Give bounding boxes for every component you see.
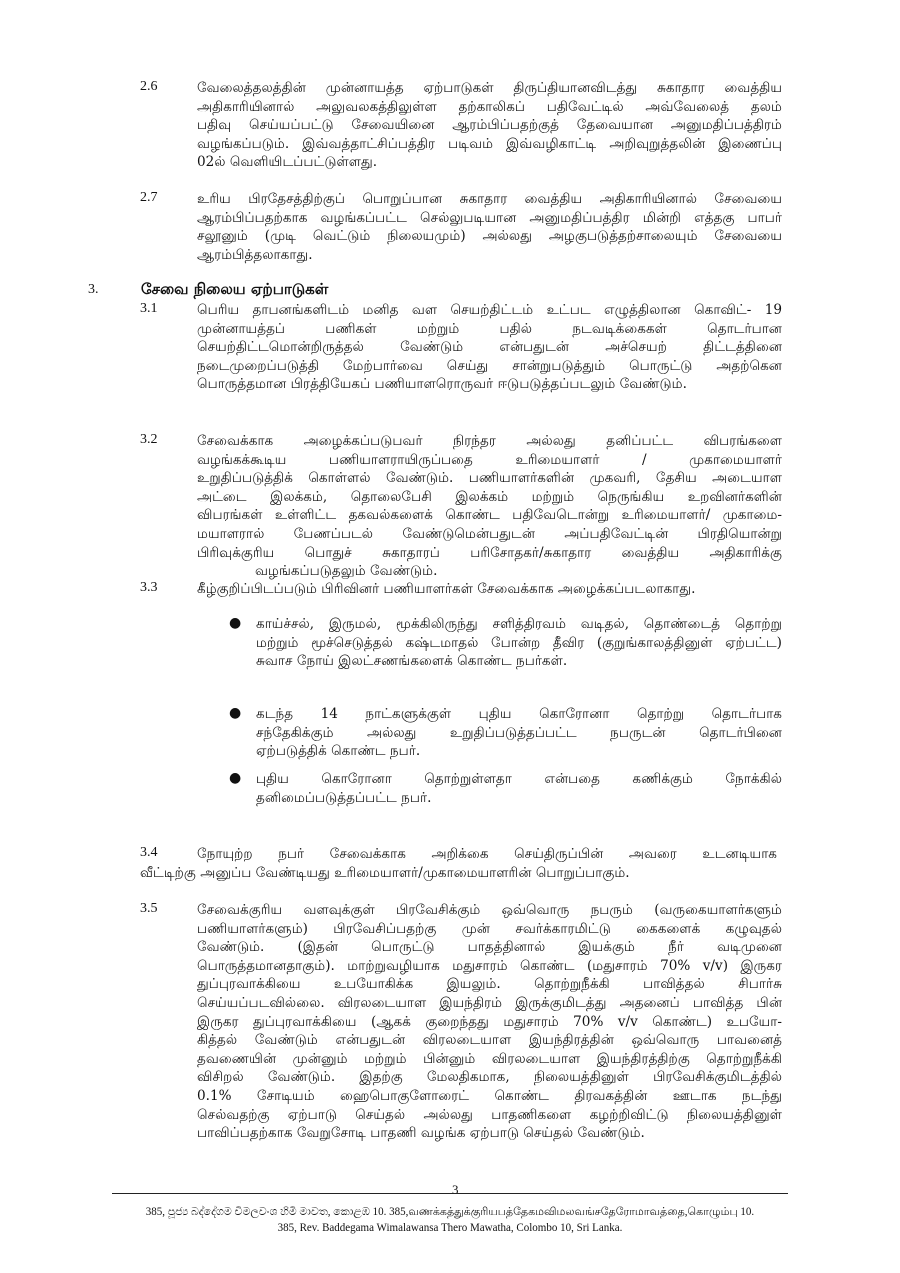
section-number-2-7: 2.7 bbox=[140, 190, 158, 205]
section-heading: சேவை நிலைய ஏற்பாடுகள் bbox=[141, 280, 329, 298]
text-line: தனிமைப்படுத்தப்பட்ட நபர். bbox=[256, 789, 432, 806]
text-line: சலூனும் (முடி வெட்டும் நிலையமும்) அல்லது அழகுபடுத்தற்சாலையும் சேவையை bbox=[197, 228, 782, 245]
text-line: பொருத்தமானதாகும்). மாற்றுவழியாக மதுசாரம் கொண்ட (மதுசாரம் 70% v/v) இருகர bbox=[197, 957, 782, 974]
text-line: விசிறல் வேண்டும். இதற்கு மேலதிகமாக, நிலையத்தினுள் பிரவேசிக்குமிடத்தில் bbox=[197, 1069, 782, 1086]
footer-divider bbox=[112, 1193, 788, 1194]
text-line: உறுதிப்படுத்திக் கொள்ளல் வேண்டும். பணியாளர்களின் முகவரி, தேசிய அடையாள bbox=[197, 470, 782, 487]
text-line: உரிய பிரதேசத்திற்குப் பொறுப்பான சுகாதார வைத்திய அதிகாரியினால் சேவையை bbox=[197, 191, 782, 207]
paragraph-3-4-line1 bbox=[197, 845, 777, 864]
text-line: இருகர துப்புரவாக்கியை (ஆகக் குறைந்தது மதுசாரம் 70% v/v கொண்ட) உபயோ- bbox=[197, 1013, 782, 1030]
section-number-3-1: 3.1 bbox=[140, 301, 158, 316]
text-line: அதிகாரியினால் அலுவலகத்திலுள்ள தற்காலிகப் பதிவேட்டில் அவ்வேலைத் தலம் bbox=[197, 98, 782, 115]
text-line: சுவாச நோய் இலட்சணங்களைக் கொண்ட நபர்கள். bbox=[256, 653, 568, 670]
section-number-3-2: 3.2 bbox=[140, 432, 158, 447]
text-line: கடந்த 14 நாட்களுக்குள் புதிய கொரோனா தொற்று தொடர்பாக bbox=[256, 706, 782, 722]
text-line: 0.1% சோடியம் ஹைபொகுளோரைட் கொண்ட திரவகத்தின் ஊடாக நடந்து bbox=[197, 1087, 782, 1104]
paragraph-3-3-intro bbox=[197, 580, 782, 599]
bullet-item-3 bbox=[256, 770, 782, 807]
text-line: கீழ்குறிப்பிடப்படும் பிரிவினர் பணியாளர்கள் சேவைக்காக அழைக்கப்படலாகாது. bbox=[197, 581, 696, 597]
text-line: ஆரம்பிப்பதற்காக வழங்கப்பட்ட செல்லுபடியான அனுமதிப்பத்திர மின்றி எத்தகு பாபர் bbox=[197, 209, 782, 226]
text-line: பெரிய தாபனங்களிடம் மனித வள செயற்திட்டம் உட்பட எழுத்திலான கொவிட்- 19 bbox=[197, 302, 782, 318]
paragraph-3-4-line2 bbox=[140, 864, 780, 883]
text-line: நடைமுறைப்படுத்தி மேற்பார்வை செய்து சான்றுபடுத்தும் பொருட்டு அதற்கென bbox=[197, 357, 782, 374]
section-number-3-5: 3.5 bbox=[140, 901, 158, 916]
text-line: மற்றும் மூச்செடுத்தல் கஷ்டமாதல் போன்ற தீவிர (குறுங்காலத்தினுள் ஏற்பட்ட) bbox=[256, 634, 782, 651]
section-number-3-4: 3.4 bbox=[140, 845, 158, 860]
section-number-3: 3. bbox=[88, 282, 99, 297]
text-line: ஏற்படுத்திக் கொண்ட நபர். bbox=[256, 743, 421, 760]
text-line: அட்டை இலக்கம், தொலைபேசி இலக்கம் மற்றும் நெருங்கிய உறவினர்களின் bbox=[197, 488, 782, 505]
footer-address-line-1: 385, පූජ්‍ය බද්දේගම විමලවංශ හිමි මාවත, කොළඹ 10. 385,வணக்கத்துக்குரியபத்தேகமவிமலவங்சதேரோமாவத்தை,கொழும்பு 10. bbox=[145, 1206, 755, 1218]
bullet-icon: ● bbox=[229, 705, 242, 721]
text-line: பிரிவுக்குரிய பொதுச் சுகாதாரப் பரிசோதகர்/சுகாதார வைத்திய அதிகாரிக்கு bbox=[197, 544, 782, 561]
text-line: பதிவு செய்யப்பட்டு சேவையினை ஆரம்பிப்பதற்குத் தேவையான அனுமதிப்பத்திரம் bbox=[197, 117, 782, 134]
section-number-3-3: 3.3 bbox=[140, 580, 158, 595]
text-line: செய்யப்படவில்லை. விரலடையாள இயந்திரம் இருக்குமிடத்து அதனைப் பாவித்த பின் bbox=[197, 994, 782, 1011]
text-line: 02ல் வெளியிடப்பட்டுள்ளது. bbox=[197, 154, 378, 171]
text-line: செயற்திட்டமொன்றிருத்தல் வேண்டும் என்பதுடன் அச்செயற் திட்டத்தினை bbox=[197, 339, 782, 356]
text-line: வழங்கப்படுதலும் வேண்டும். bbox=[255, 563, 438, 580]
paragraph-3-1 bbox=[197, 301, 782, 394]
text-line: துப்புரவாக்கியை உபயோகிக்க இயலும். தொற்றுநீக்கி பாவித்தல் சிபார்சு bbox=[197, 976, 782, 993]
bullet-item-2 bbox=[256, 705, 782, 761]
text-line: பணியாளர்களும்) பிரவேசிப்பதற்கு முன் சவர்க்காரமிட்டு கைகளைக் கழுவுதல் bbox=[197, 920, 782, 937]
text-line: பாவிப்பதற்காக வேறுசோடி பாதணி வழங்க ஏற்பாடு செய்தல் வேண்டும். bbox=[197, 1125, 645, 1142]
section-number-2-6: 2.6 bbox=[140, 79, 158, 94]
text-line: செல்வதற்கு ஏற்பாடு செய்தல் அல்லது பாதணிகளை கழற்றிவிட்டு நிலையத்தினுள் bbox=[197, 1106, 782, 1123]
text-line: சந்தேகிக்கும் அல்லது உறுதிப்படுத்தப்பட்ட நபருடன் தொடர்பினை bbox=[256, 724, 782, 741]
bullet-item-1 bbox=[256, 615, 782, 671]
bullet-icon: ● bbox=[229, 770, 242, 786]
paragraph-3-2 bbox=[197, 432, 782, 581]
text-line: விபரங்கள் உள்ளிட்ட தகவல்களைக் கொண்ட பதிவேடொன்று உரிமையாளர்/ முகாமை- bbox=[197, 507, 782, 524]
text-line: வழங்கக்கூடிய பணியாளராயிருப்பதை உரிமையாளர் / முகாமையாளர் bbox=[197, 451, 782, 468]
text-line: ஆரம்பித்தலாகாது. bbox=[197, 246, 313, 263]
page-number: 3 bbox=[452, 1182, 459, 1197]
text-line: சேவைக்குரிய வளவுக்குள் பிரவேசிக்கும் ஒவ்வொரு நபரும் (வருகையாளர்களும் bbox=[197, 902, 782, 918]
text-line: பொருத்தமான பிரத்தியேகப் பணியாளரொருவர் ஈடுபடுத்தப்படலும் வேண்டும். bbox=[197, 376, 687, 393]
text-line: நோயுற்ற நபர் சேவைக்காக அறிக்கை செய்திருப்பின் அவரை உடனடியாக bbox=[197, 846, 777, 862]
text-line: வீட்டிற்கு அனுப்ப வேண்டியது உரிமையாளர்/முகாமையாளரின் பொறுப்பாகும். bbox=[140, 865, 630, 881]
text-line: சேவைக்காக அழைக்கப்படுபவர் நிரந்தர அல்லது தனிப்பட்ட விபரங்களை bbox=[197, 433, 782, 449]
text-line: வழங்கப்படும். இவ்வத்தாட்சிப்பத்திர படிவம் இவ்வழிகாட்டி அறிவுறுத்தலின் இணைப்பு bbox=[197, 135, 782, 152]
text-line: வேலைத்தலத்தின் முன்னாயத்த ஏற்பாடுகள் திருப்தியானவிடத்து சுகாதார வைத்திய bbox=[197, 80, 782, 96]
text-line: முன்னாயத்தப் பணிகள் மற்றும் பதில் நடவடிக்கைகள் தொடர்பான bbox=[197, 320, 782, 337]
footer-address-line-2: 385, Rev. Baddegama Wimalawansa Thero Mawatha, Colombo 10, Sri Lanka. bbox=[277, 1222, 623, 1234]
bullet-icon: ● bbox=[229, 615, 242, 631]
text-line: புதிய கொரோனா தொற்றுள்ளதா என்பதை கணிக்கும் நோக்கில் bbox=[256, 771, 782, 787]
text-line: காய்ச்சல், இருமல், மூக்கிலிருந்து சளித்திரவம் வடிதல், தொண்டைத் தொற்று bbox=[256, 616, 782, 632]
paragraph-3-5 bbox=[197, 901, 782, 1143]
text-line: கித்தல் வேண்டும் என்பதுடன் விரலடையாள இயந்திரத்தின் ஒவ்வொரு பாவனைத் bbox=[197, 1032, 782, 1049]
text-line: மயாளரால் பேணப்படல் வேண்டுமென்பதுடன் அப்பதிவேட்டின் பிரதியொன்று bbox=[197, 525, 782, 542]
paragraph-2-6 bbox=[197, 79, 782, 172]
text-line: தவணையின் முன்னும் மற்றும் பின்னும் விரலடையாள இயந்திரத்திற்கு தொற்றுநீக்கி bbox=[197, 1050, 782, 1067]
text-line: வேண்டும். (இதன் பொருட்டு பாதத்தினால் இயக்கும் நீர் வடிமுனை bbox=[197, 939, 782, 956]
paragraph-2-7 bbox=[197, 190, 782, 264]
